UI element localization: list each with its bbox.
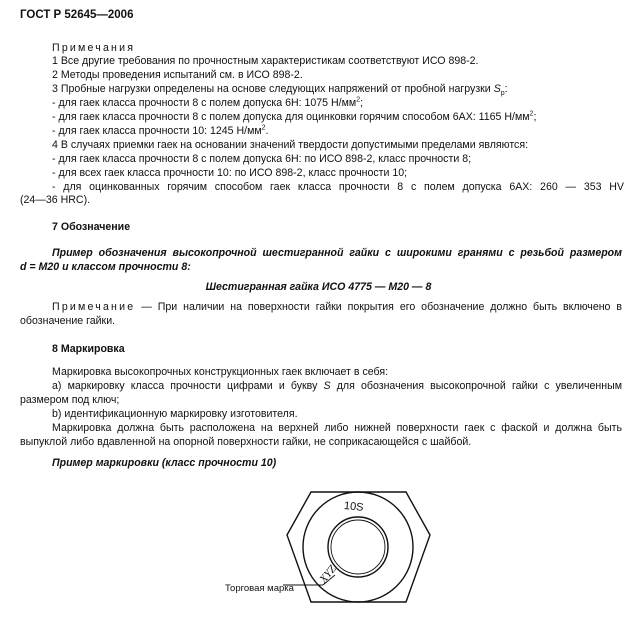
- note-item-3-symbol: S: [493, 83, 501, 95]
- section7-note-label: Примечание: [52, 301, 136, 313]
- stress-line-2-text: - для гаек класса прочности 8 с полем допуска для оцинковки горячим способом 6АХ: 1165 Н/мм: [52, 111, 530, 123]
- section7-note-text-1: — При наличии на поверхности гайки покрытия его обозначение должно быть включено в: [135, 301, 622, 313]
- stress-line-1-end: ;: [360, 97, 364, 109]
- section7-example-line1: Пример обозначения высокопрочной шестигранной гайки с широкими гранями с резьбой размером: [52, 247, 622, 259]
- trademark-glyphs: XYZ: [317, 563, 339, 586]
- stress-line-1-text: - для гаек класса прочности 8 с полем допуска 6Н: 1075 Н/мм: [52, 97, 357, 109]
- section7-note-line2: обозначение гайки.: [20, 315, 116, 327]
- section8-item-a-text-2: для обозначения высокопрочной гайки с увеличенным: [330, 380, 622, 392]
- stress-line-3-end: .: [265, 125, 269, 137]
- section8-intro: Маркировка высокопрочных конструкционных гаек включает в себя:: [52, 366, 389, 378]
- section7-title: 7 Обозначение: [52, 221, 131, 233]
- note-item-4: 4 В случаях приемки гаек на основании значений твердости допустимыми пределами являются:: [52, 139, 529, 151]
- section8-item-a-text-1: а) маркировку класса прочности цифрами и букву: [52, 380, 324, 392]
- designation-example: Шестигранная гайка ИСО 4775 — М20 — 8: [205, 281, 432, 293]
- note-item-3-text: 3 Пробные нагрузки определены на основе следующих напряжений от пробной нагрузки: [52, 83, 494, 95]
- section8-item-b: b) идентификационную маркировку изготовителя.: [52, 408, 298, 420]
- trademark-label: Торговая марка: [225, 583, 294, 594]
- strength-class-marking: 10S: [343, 499, 365, 514]
- hardness-line-2: - для всех гаек класса прочности 10: по ИСО 898-2, класс прочности 10;: [52, 167, 408, 179]
- hardness-line-1: - для гаек класса прочности 8 с полем допуска 6Н: по ИСО 898-2, класс прочности 8;: [52, 153, 472, 165]
- section8-item-a-cont: размером под ключ;: [20, 394, 120, 406]
- section8-para-line1: Маркировка должна быть расположена на верхней либо нижней поверхности гаек с фаской и должна быть: [52, 422, 622, 434]
- stress-line-1-sup: 2: [356, 96, 361, 104]
- section8-item-a-symbol: S: [323, 380, 331, 392]
- note-item-2: 2 Методы проведения испытаний см. в ИСО 898-2.: [52, 69, 303, 81]
- hardness-line-3: - для оцинкованных горячим способом гаек класса прочности 8 с полем допуска 6АХ: 260 — 353 HV: [52, 181, 624, 193]
- nut-thread-inner-circle: [331, 520, 385, 574]
- note-item-3-end: :: [504, 83, 508, 95]
- document-header: ГОСТ Р 52645—2006: [20, 9, 134, 21]
- section7-example-line2: d = M20 и классом прочности 8:: [20, 261, 191, 273]
- note-item-1: 1 Все другие требования по прочностным характеристикам соответствуют ИСО 898-2.: [52, 55, 479, 67]
- stress-line-3-sup: 2: [261, 124, 266, 132]
- stress-line-3-text: - для гаек класса прочности 10: 1245 Н/мм: [52, 125, 262, 137]
- notes-title: Примечания: [52, 42, 136, 54]
- hardness-line-4: (24—36 HRC).: [20, 194, 91, 206]
- nut-thread-outer-circle: [328, 517, 388, 577]
- section8-para-line2: выпуклой либо вдавленной на опорной поверхности гайки, не соприкасающейся с шайбой.: [20, 436, 472, 448]
- marking-example-title: Пример маркировки (класс прочности 10): [52, 457, 277, 469]
- stress-line-2-sup: 2: [529, 110, 534, 118]
- note-item-3-sub: p: [500, 90, 505, 98]
- stress-line-2-end: ;: [533, 111, 537, 123]
- section8-title: 8 Маркировка: [52, 343, 125, 355]
